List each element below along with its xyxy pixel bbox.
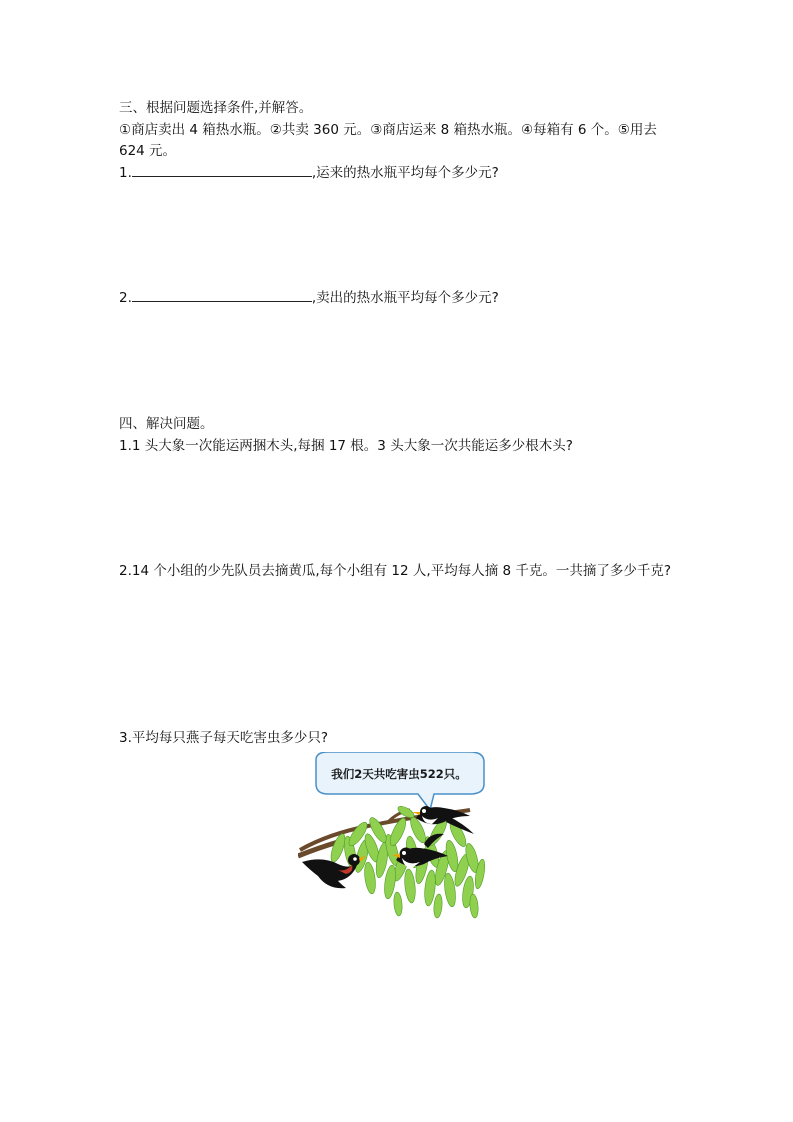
question-4-1: 1.1 头大象一次能运两捆木头,每捆 17 根。3 头大象一次共能运多少根木头? [119,438,573,454]
answer-blank[interactable] [132,287,312,302]
speech-bubble-text: 我们2天共吃害虫522只。 [331,767,467,781]
question-text: ,卖出的热水瓶平均每个多少元? [311,290,499,306]
question-4-2: 2.14 个小组的少先队员去摘黄瓜,每个小组有 12 人,平均每人摘 8 千克。一共摘了多少千克? [119,563,672,579]
question-text: ,运来的热水瓶平均每个多少元? [311,165,499,181]
question-3-1 [119,162,499,183]
question-4-3: 3.平均每只燕子每天吃害虫多少只? [119,730,329,746]
section-4-heading: 四、解决问题。 [119,416,214,432]
question-3-2 [119,287,499,308]
answer-blank[interactable] [132,162,312,177]
question-number: 1. [119,165,132,181]
swallows-illustration [298,752,494,920]
swallows-on-willow-branch-icon [298,752,494,920]
conditions-line-1: ①商店卖出 4 箱热水瓶。②共卖 360 元。③商店运来 8 箱热水瓶。④每箱有 6 个。⑤用去 [119,122,657,138]
conditions-line-2: 624 元。 [119,143,177,159]
section-3-heading: 三、根据问题选择条件,并解答。 [119,100,313,116]
question-number: 2. [119,290,132,306]
speech-bubble [316,752,484,810]
